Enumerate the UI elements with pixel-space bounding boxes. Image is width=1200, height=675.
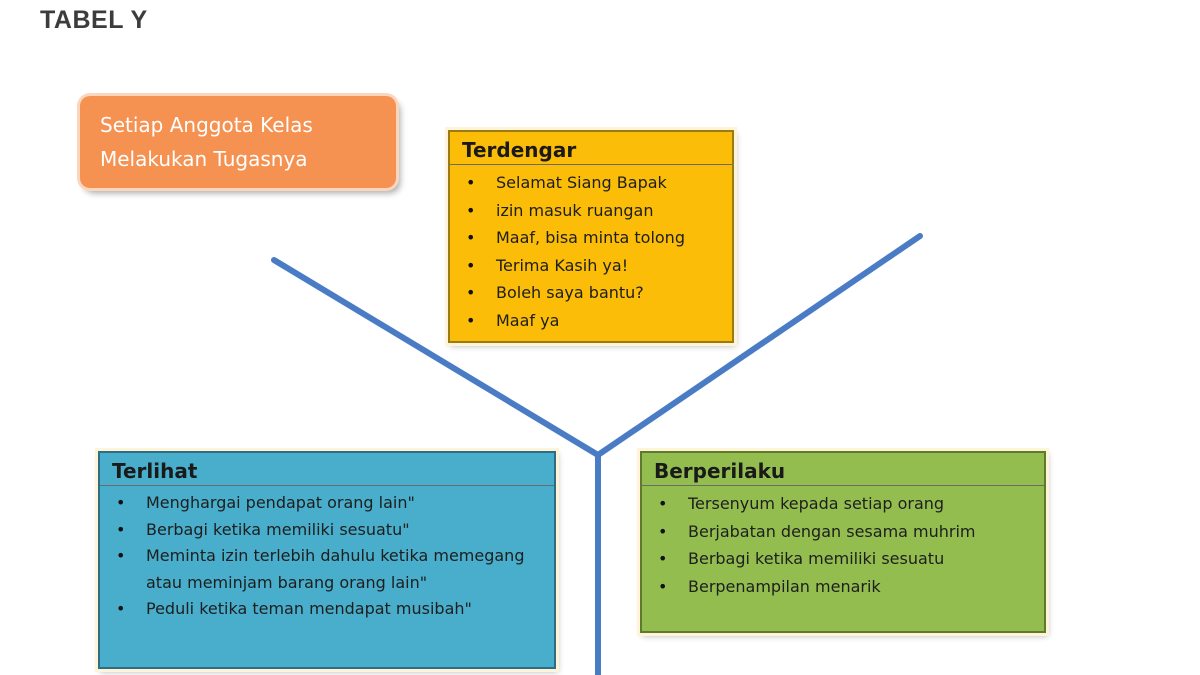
list-item: • Maaf ya [466,307,732,335]
list-item: • Menghargai pendapat orang lain" [116,490,554,517]
list-item: • Meminta izin terlebih dahulu ketika memegang atau meminjam barang orang lain" [116,543,554,596]
list-item: • Berbagi ketika memiliki sesuatu [658,545,1044,573]
list-item: • Berbagi ketika memiliki sesuatu" [116,517,554,544]
list-item: • Terima Kasih ya! [466,252,732,280]
list-item: • Boleh saya bantu? [466,279,732,307]
goal-box [80,96,396,188]
list-item: • Berjabatan dengan sesama muhrim [658,518,1044,546]
berperilaku-panel [640,451,1046,633]
goal-line-1: Setiap Anggota Kelas [100,113,313,137]
terlihat-heading: Terlihat [100,453,554,486]
list-item: • Berpenampilan menarik [658,573,1044,601]
page-title: TABEL Y [40,6,148,34]
list-item: • izin masuk ruangan [466,197,732,225]
terdengar-heading: Terdengar [450,132,732,165]
list-item: • Selamat Siang Bapak [466,169,732,197]
list-item: • Peduli ketika teman mendapat musibah" [116,596,554,623]
berperilaku-list [642,486,1044,600]
goal-line-2: Melakukan Tugasnya [100,147,308,171]
list-item: • Tersenyum kepada setiap orang [658,490,1044,518]
terdengar-list [450,165,732,334]
terlihat-panel [98,451,556,669]
list-item: • Maaf, bisa minta tolong [466,224,732,252]
berperilaku-heading: Berperilaku [642,453,1044,486]
terdengar-panel [448,130,734,343]
terlihat-list [100,486,554,623]
